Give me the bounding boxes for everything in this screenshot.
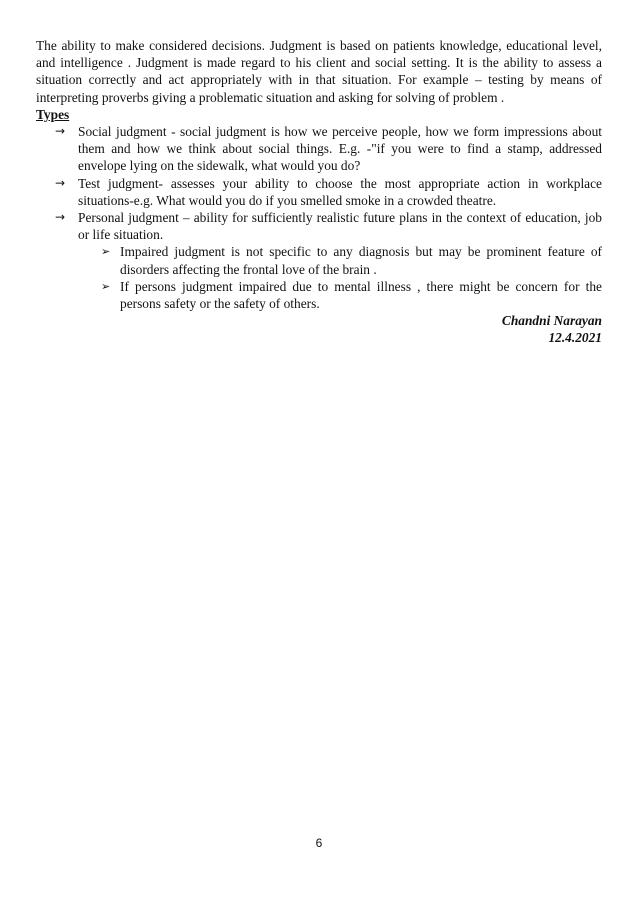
- arrowhead-bullet-icon: ➢: [101, 245, 111, 259]
- arrowhead-bullet-icon: ➢: [101, 279, 111, 293]
- list-item-impaired-judgment-note: [36, 243, 602, 277]
- intro-paragraph: The ability to make considered decisions. Judgment is based on patients knowledge, educational level, and intelligence . Judgment is made regard to his client and social setting. It is the ability to assess a situation correctly and act appropriately with in that situation. For example – testing by means of interpreting proverbs giving a problematic situation and asking for solving of problem .: [36, 38, 602, 105]
- list-item-mental-illness-note: [36, 278, 602, 312]
- document-page: [36, 37, 602, 347]
- types-heading: Types: [36, 106, 70, 122]
- signature-date: 12.4.2021: [548, 330, 602, 346]
- list-item-text: If persons judgment impaired due to mental illness , there might be concern for the persons safety or the safety of others.: [120, 278, 602, 312]
- list-item-text: Personal judgment – ability for sufficiently realistic future plans in the context of education, job or life situation.: [78, 210, 602, 243]
- types-list: [36, 123, 602, 243]
- list-item-test-judgment: [36, 175, 602, 209]
- right-arrow-icon: →: [55, 124, 66, 139]
- right-arrow-icon: →: [55, 175, 66, 190]
- list-item-social-judgment: [36, 123, 602, 175]
- list-item-personal-judgment: [36, 209, 602, 243]
- list-item-text: Test judgment- assesses your ability to choose the most appropriate action in workplace situations-e.g. What would you do if you smelled smoke in a crowded theatre.: [78, 175, 602, 208]
- page-number: 6: [315, 836, 323, 850]
- list-item-text: Impaired judgment is not specific to any diagnosis but may be prominent feature of disorders affecting the frontal love of the brain .: [120, 244, 602, 277]
- list-item-text: Social judgment - social judgment is how we perceive people, how we form impressions about them and how we think about social things. E.g. -"if you were to find a stamp, addressed envelope lying on the sidewalk, what would you do?: [78, 124, 602, 174]
- right-arrow-icon: →: [55, 210, 66, 225]
- author-name: Chandni Narayan: [501, 313, 602, 329]
- notes-list: [36, 243, 602, 312]
